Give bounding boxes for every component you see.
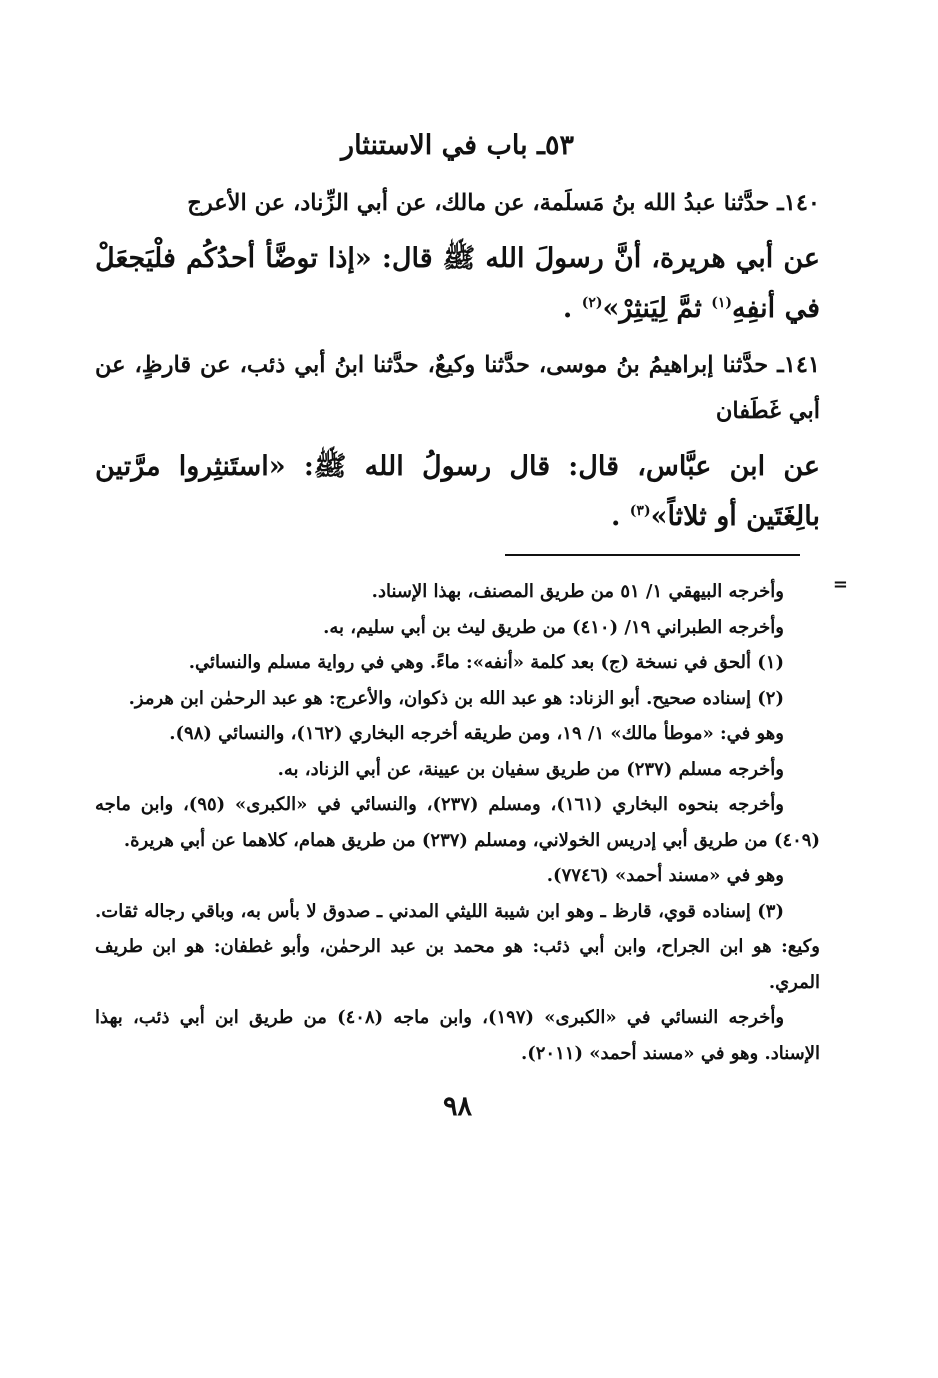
footnote-line: وأخرجه البيهقي ١/ ٥١ من طريق المصنف، بهذا الإسناد. [371,581,784,602]
continuation-mark: = [832,574,848,595]
footnote-ref-1[interactable]: (١) [711,295,733,311]
hadith-140-text [95,234,820,334]
hadith-141-text-part1: عن ابن عبَّاس، قال: قال رسولُ الله ﷺ: «استَنثِروا مرَّتين بالِغَتَين أو ثلاثاً» [95,451,820,532]
hadith-141-chain: ١٤١ـ حدَّثنا إبراهيمُ بنُ موسى، حدَّثنا وكيعٌ، حدَّثنا ابنُ أبي ذئب، عن قارظٍ، عن أبي غَطَفان [95,352,820,424]
footnote-line: وأخرجه النسائي في «الكبرى» (١٩٧)، وابن ماجه (٤٠٨) من طريق ابن أبي ذئب، بهذا الإسناد. وهو في «مسند أحمد» (٢٠١١). [95,1007,820,1064]
hadith-141-text-end: . [610,501,630,532]
chapter-heading: ٥٣ـ باب في الاستنثار [341,130,574,161]
footnote-line: وأخرجه الطبراني ١٩/ (٤١٠) من طريق ليث بن أبي سليم، به. [323,616,784,638]
footnote-3: (٣) إسناده قوي، قارظ ـ وهو ابن شيبة الليثي المدني ـ صدوق لا بأس به، وباقي رجاله ثقات. وكيع: هو ابن الجراح، وابن أبي ذئب: هو محمد بن عبد الرحمٰن، وأبو غطفان: هو ابن طريف المري. [95,900,820,993]
footnote-ref-3[interactable]: (٣) [629,503,651,519]
footnote-line: وأخرجه مسلم (٢٣٧) من طريق سفيان بن عيينة، عن أبي الزناد، به. [277,758,784,780]
footnote-separator [95,554,820,556]
footnote-1: (١) ألحق في نسخة (ج) بعد كلمة «أنفه»: ماءً. وهي في رواية مسلم والنسائي. [188,652,784,673]
footnote-line: وأخرجه بنحوه البخاري (١٦١)، ومسلم (٢٣٧)، والنسائي في «الكبرى» (٩٥)، وابن ماجه (٤٠٩) من طريق أبي إدريس الخولاني، ومسلم (٢٣٧) من طريق همام، كلاهما عن أبي هريرة. [95,794,820,851]
footnotes [95,574,848,1071]
hadith-140-text-end: . [562,293,582,324]
hadith-140 [95,180,820,334]
footnote-line: وهو في: «موطأ مالك» ١/ ١٩، ومن طريقه أخرجه البخاري (١٦٢)، والنسائي (٩٨). [169,723,784,744]
hadith-141 [95,342,820,542]
footnote-line: وهو في «مسند أحمد» (٧٧٤٦). [546,865,784,886]
footnote-ref-2[interactable]: (٢) [581,295,603,311]
book-page [95,118,848,1122]
hadith-141-text [95,442,820,542]
footnote-2: (٢) إسناده صحيح. أبو الزناد: هو عبد الله بن ذكوان، والأعرج: هو عبد الرحمٰن ابن هرمز. [128,687,784,709]
separator-line [505,554,800,556]
page-number: ٩٨ [442,1091,472,1122]
hadith-140-chain: ١٤٠ـ حدَّثنا عبدُ الله بنُ مَسلَمة، عن مالك، عن أبي الزِّناد، عن الأعرج [187,190,820,216]
hadith-140-text-part2: ثمَّ لِيَنثِرْ» [602,293,712,324]
hadith-140-text-part1: عن أبي هريرة، أنَّ رسولَ الله ﷺ قال: «إذا توضَّأ أحدُكُم فلْيَجعَلْ في أنفِهِ [95,243,820,324]
